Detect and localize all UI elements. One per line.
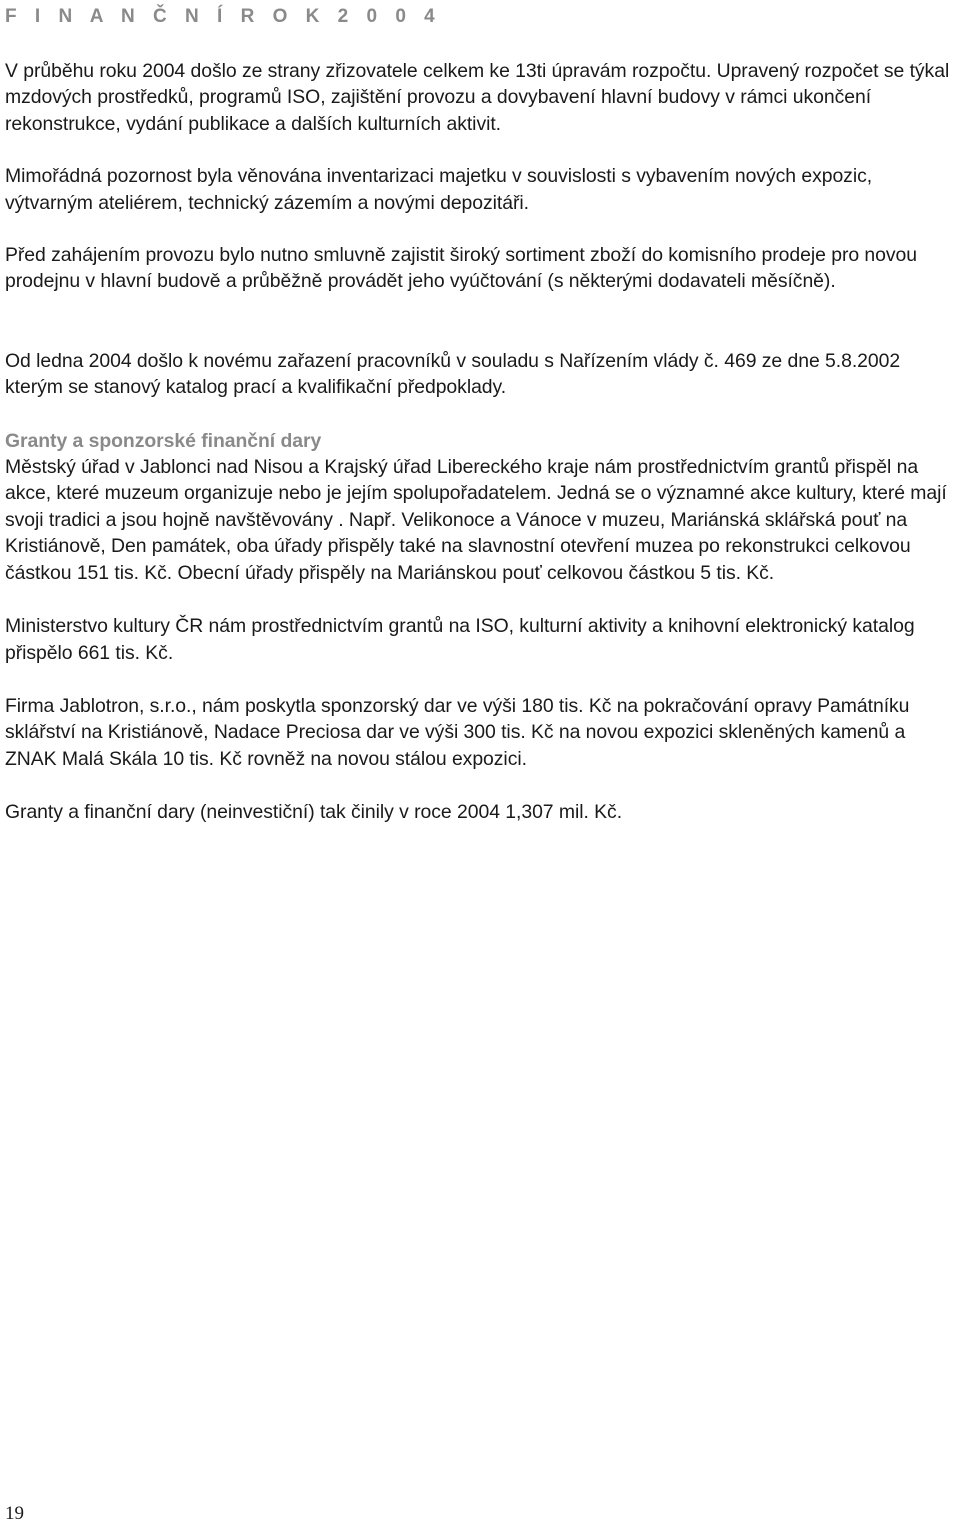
paragraph-staff: Od ledna 2004 došlo k novému zařazení pracovníků v souladu s Nařízením vlády č. 469 ze dne 5.8.2002 kterým se stanový katalog prací a kvalifikační předpoklady. (5, 349, 901, 399)
paragraph-total: Granty a finanční dary (neinvestiční) tak činily v roce 2004 1,307 mil. Kč. (5, 801, 623, 824)
paragraph-shop: Před zahájením provozu bylo nutno smluvně zajistit široký sortiment zboží do komisního prodeje pro novou prodejnu v hlavní budově a průběžně provádět jeho vyúčtování (s některými dodavateli měsíčně). (5, 244, 918, 293)
section-title: F I N A N Č N Í R O K 2 0 0 4 (5, 6, 442, 27)
paragraph-ministry: Ministerstvo kultury ČR nám prostřednictvím grantů na ISO, kulturní aktivity a knihovní elektronický katalog přispělo 661 tis. Kč. (5, 615, 915, 664)
paragraph-grants-city: Městský úřad v Jablonci nad Nisou a Krajský úřad Libereckého kraje nám prostřednictvím grantů přispěl na akce, které muzeum organizuje nebo je jejím spolupořadatelem. Jedná se o významné akce kultury, které mají svoji tradici a jsou hojně navštěvovány . Např. Velikonoce a Vánoce v muzeu, Mariánská sklářská pouť na Kristiánově, Den památek, oba úřady přispěly také na slavnostní otevření muzea po rekonstrukci celkovou částkou 151 tis. Kč. Obecní úřady přispěly na Mariánskou pouť celkovou částkou 5 tis. Kč. (5, 456, 947, 584)
paragraph-inventory: Mimořádná pozornost byla věnována inventarizaci majetku v souvislosti s vybavením nových expozic, výtvarným ateliérem, technický zázemím a novými depozitáři. (5, 165, 873, 214)
document-page (5, 0, 957, 826)
grants-heading: Granty a sponzorské finanční dary (5, 429, 322, 452)
paragraph-budget: V průběhu roku 2004 došlo ze strany zřizovatele celkem ke 13ti úpravám rozpočtu. Upravený rozpočet se týkal mzdových prostředků, programů ISO, zajištění provozu a dovybavení hlavní budovy v rámci ukončení rekonstrukce, vydání publikace a dalších kulturních aktivit. (5, 60, 950, 135)
paragraph-sponsors: Firma Jablotron, s.r.o., nám poskytla sponzorský dar ve výši 180 tis. Kč na pokračování opravy Památníku sklářství na Kristiánově, Nadace Preciosa dar ve výši 300 tis. Kč na novou expozici skleněných kamenů a ZNAK Malá Skála 10 tis. Kč rovněž na novou stálou expozici. (5, 694, 910, 770)
grants-block (5, 428, 957, 586)
page-number: 19 (5, 1503, 24, 1524)
